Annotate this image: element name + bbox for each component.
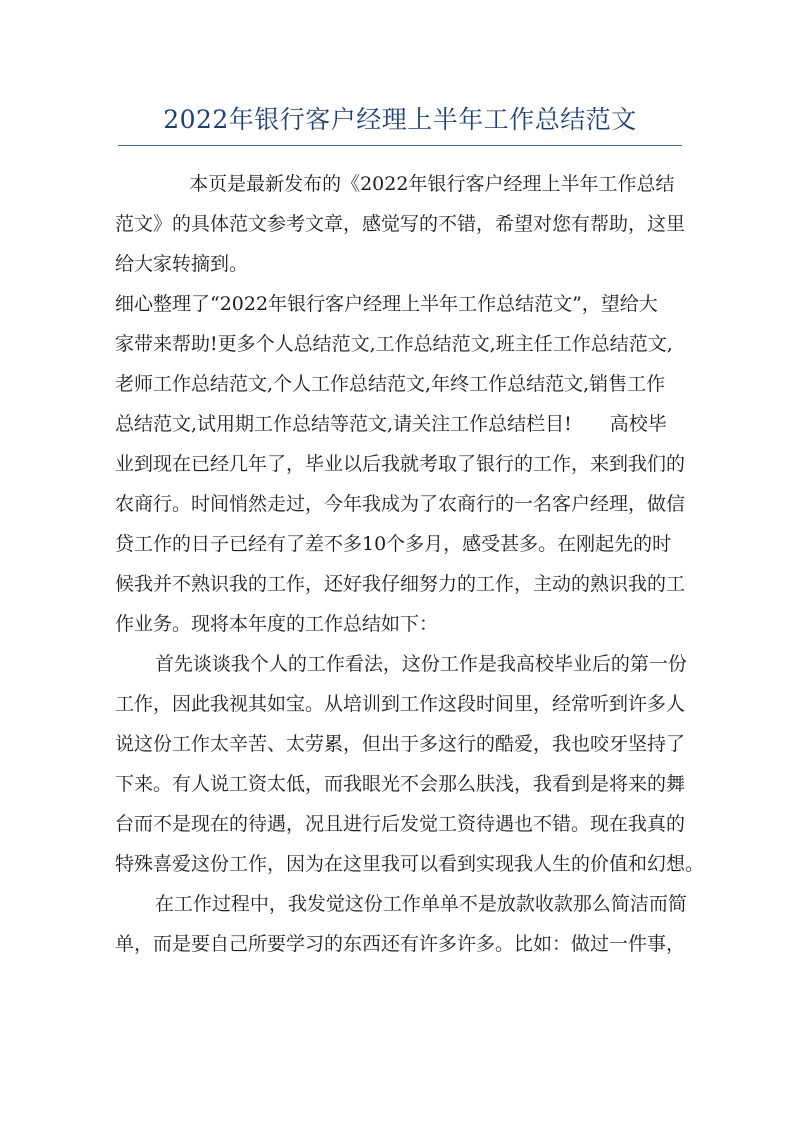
text-line: 作业务。现将本年度的工作总结如下：	[115, 613, 439, 635]
text-line: 特殊喜爱这份工作，因为在这里我可以看到实现我人生的价值和幻想。	[115, 853, 705, 875]
text-line: 候我并不熟识我的工作，还好我仔细努力的工作，主动的熟识我的工	[115, 573, 686, 595]
text-line: 家带来帮助!更多个人总结范文,工作总结范文,班主任工作总结范文,	[115, 333, 673, 355]
text-line: 本页是最新发布的《2022年银行客户经理上半年工作总结	[189, 173, 675, 195]
document-body	[115, 164, 705, 964]
text-line: 贷工作的日子已经有了差不多10个多月，感受甚多。在刚起先的时	[115, 533, 672, 555]
text-line: 细心整理了“2022年银行客户经理上半年工作总结范文”，望给大	[115, 293, 658, 315]
process-paragraph	[115, 884, 687, 964]
document-title: 2022年银行客户经理上半年工作总结范文	[163, 105, 637, 134]
text-line: 范文》的具体范文参考文章，感觉写的不错，希望对您有帮助，这里	[115, 213, 686, 235]
text-line: 首先谈谈我个人的工作看法，这份工作是我高校毕业后的第一份	[154, 653, 687, 675]
text-line: 老师工作总结范文,个人工作总结范文,年终工作总结范文,销售工作	[115, 373, 666, 395]
title-underline	[118, 145, 682, 146]
views-paragraph	[115, 644, 705, 884]
text-line: 台而不是现在的待遇，况且进行后发觉工资待遇也不错。现在我真的	[115, 813, 686, 835]
text-line: 给大家转摘到。	[115, 253, 249, 275]
text-line: 业到现在已经几年了，毕业以后我就考取了银行的工作，来到我们的	[115, 453, 686, 475]
text-line: 单，而是要自己所要学习的东西还有许多许多。比如：做过一件事，	[115, 933, 686, 955]
text-line: 农商行。时间悄然走过，今年我成为了农商行的一名客户经理，做信	[115, 493, 686, 515]
text-line: 在工作过程中，我发觉这份工作单单不是放款收款那么简洁而简	[154, 893, 687, 915]
overview-paragraph	[115, 284, 687, 644]
text-line: 工作，因此我视其如宝。从培训到工作这段时间里，经常听到许多人	[115, 693, 686, 715]
intro-paragraph	[115, 164, 687, 284]
text-line: 说这份工作太辛苦、太劳累，但出于多这行的酷爱，我也咬牙坚持了	[115, 733, 686, 755]
text-line: 下来。有人说工资太低，而我眼光不会那么肤浅，我看到是将来的舞	[115, 773, 686, 795]
text-line: 总结范文,试用期工作总结等范文,请关注工作总结栏目! 高校毕	[115, 413, 667, 435]
